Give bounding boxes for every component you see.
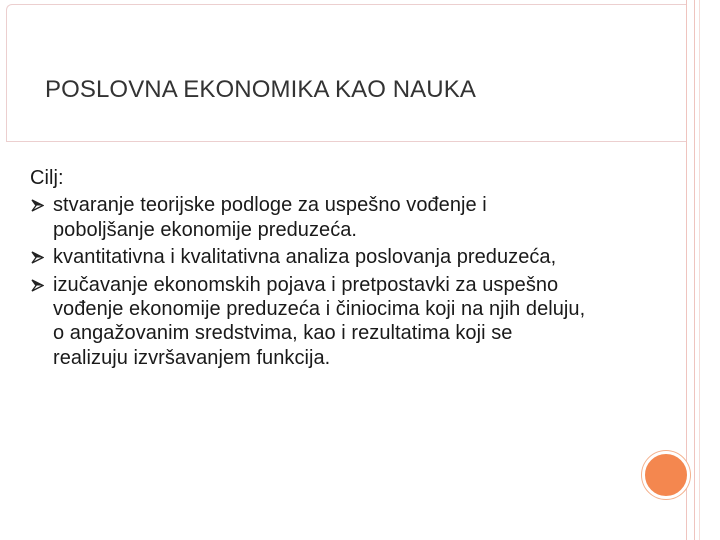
bullet-text: kvantitativna i kvalitativna analiza poslovanja preduzeća, bbox=[53, 246, 557, 269]
bullet-item bbox=[30, 193, 590, 242]
decorative-frame-line bbox=[699, 0, 700, 540]
decorative-frame-line bbox=[686, 0, 687, 540]
decorative-circle bbox=[642, 451, 690, 499]
bullet-item bbox=[30, 273, 590, 371]
content-heading: Cilj: bbox=[30, 167, 64, 189]
decorative-frame-line bbox=[694, 0, 695, 540]
arrowhead-bullet-icon bbox=[31, 251, 44, 264]
arrowhead-bullet-icon bbox=[31, 199, 44, 212]
slide-content bbox=[30, 166, 590, 373]
bullet-list bbox=[30, 193, 590, 370]
bullet-text: izučavanje ekonomskih pojava i pretpostavki za uspešno vođenje ekonomije preduzeća i činiocima koji na njih deluju, o angažovanim sredstvima, kao i rezultatima koji se realizuju izvršavanjem funkcija. bbox=[53, 273, 586, 369]
arrowhead-bullet-icon bbox=[31, 279, 44, 292]
bullet-item bbox=[30, 245, 590, 269]
slide-title: POSLOVNA EKONOMIKA KAO NAUKA bbox=[45, 76, 476, 103]
bullet-text: stvaranje teorijske podloge za uspešno vođenje i poboljšanje ekonomije preduzeća. bbox=[53, 194, 487, 241]
decorative-frame-top bbox=[6, 4, 687, 142]
